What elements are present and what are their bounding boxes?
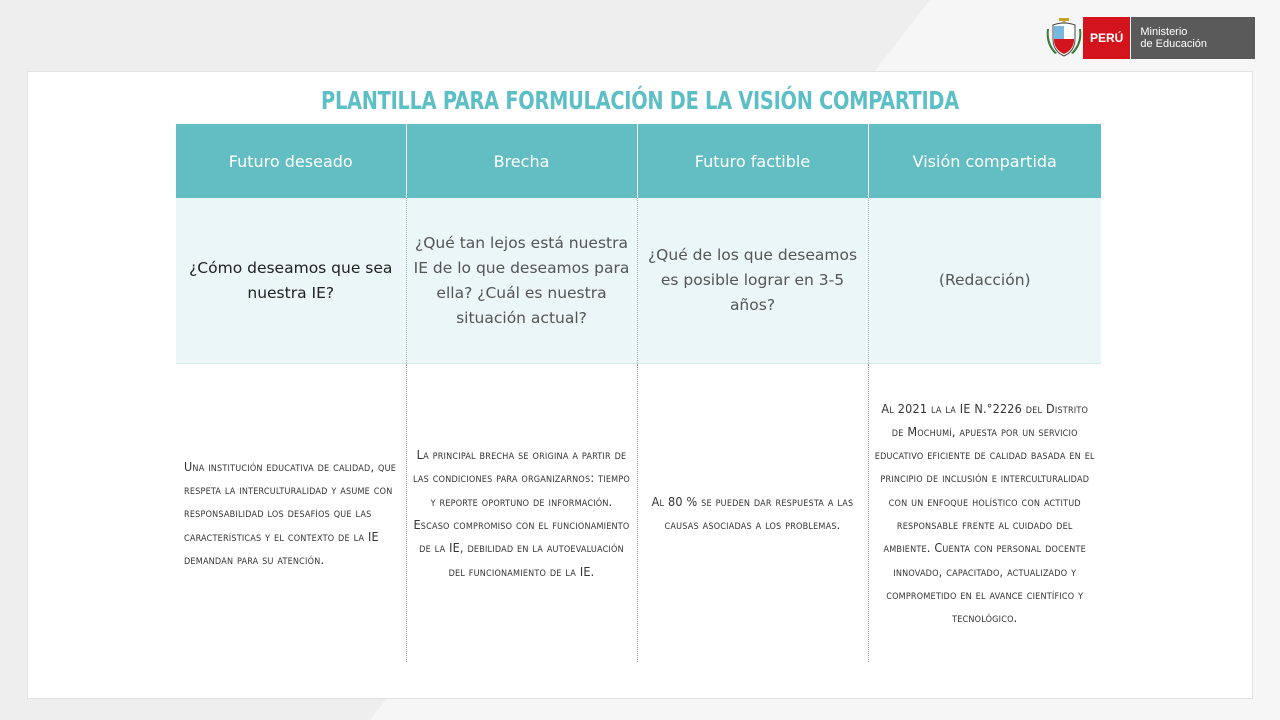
vision-template-table <box>176 124 1101 662</box>
peru-coat-of-arms-icon <box>1045 17 1083 59</box>
answer-row <box>176 364 1101 663</box>
header-row <box>176 124 1101 198</box>
answer-brecha: La principal brecha se origina a partir de las condiciones para organizarnos: tiempo y reporte oportuno de información. Escaso compromiso con el funcionamiento de la IE, debilidad en la autoevaluación del funcionamiento de la IE. <box>406 364 637 663</box>
answer-vision-compartida: Al 2021 la la IE N.°2226 del Distrito de Mochumí, apuesta por un servicio educativo eficiente de calidad basada en el principio de inclusión e interculturalidad con un enfoque holístico con actitud responsable frente al cuidado del ambiente. Cuenta con personal docente innovado, capacitado, actualizado y comprometido en el avance científico y tecnológico. <box>868 364 1101 663</box>
peru-label: PERÚ <box>1083 17 1130 59</box>
answer-futuro-deseado: Una institución educativa de calidad, que respeta la interculturalidad y asume con responsabilidad los desafíos que las características y el contexto de la IE demandan para su atención. <box>184 458 397 567</box>
header-futuro-deseado: Futuro deseado <box>176 124 406 198</box>
question-futuro-deseado: ¿Cómo deseamos que sea nuestra IE? <box>176 198 406 364</box>
header-brecha: Brecha <box>406 124 637 198</box>
page-title: PLANTILLA PARA FORMULACIÓN DE LA VISIÓN COMPARTIDA <box>321 86 959 115</box>
question-vision-compartida: (Redacción) <box>868 198 1101 364</box>
ministry-label <box>1130 17 1255 59</box>
header-vision-compartida: Visión compartida <box>868 124 1101 198</box>
question-brecha: ¿Qué tan lejos está nuestra IE de lo que deseamos para ella? ¿Cuál es nuestra situación actual? <box>406 198 637 364</box>
answer-futuro-factible: Al 80 % se pueden dar respuesta a las causas asociadas a los problemas. <box>637 364 868 663</box>
ministry-logo <box>1045 17 1255 59</box>
ministry-line-2: de Educación <box>1140 38 1208 50</box>
question-row <box>176 198 1101 364</box>
header-futuro-factible: Futuro factible <box>637 124 868 198</box>
question-futuro-factible: ¿Qué de los que deseamos es posible lograr en 3-5 años? <box>637 198 868 364</box>
ministry-line-1: Ministerio <box>1140 26 1188 38</box>
